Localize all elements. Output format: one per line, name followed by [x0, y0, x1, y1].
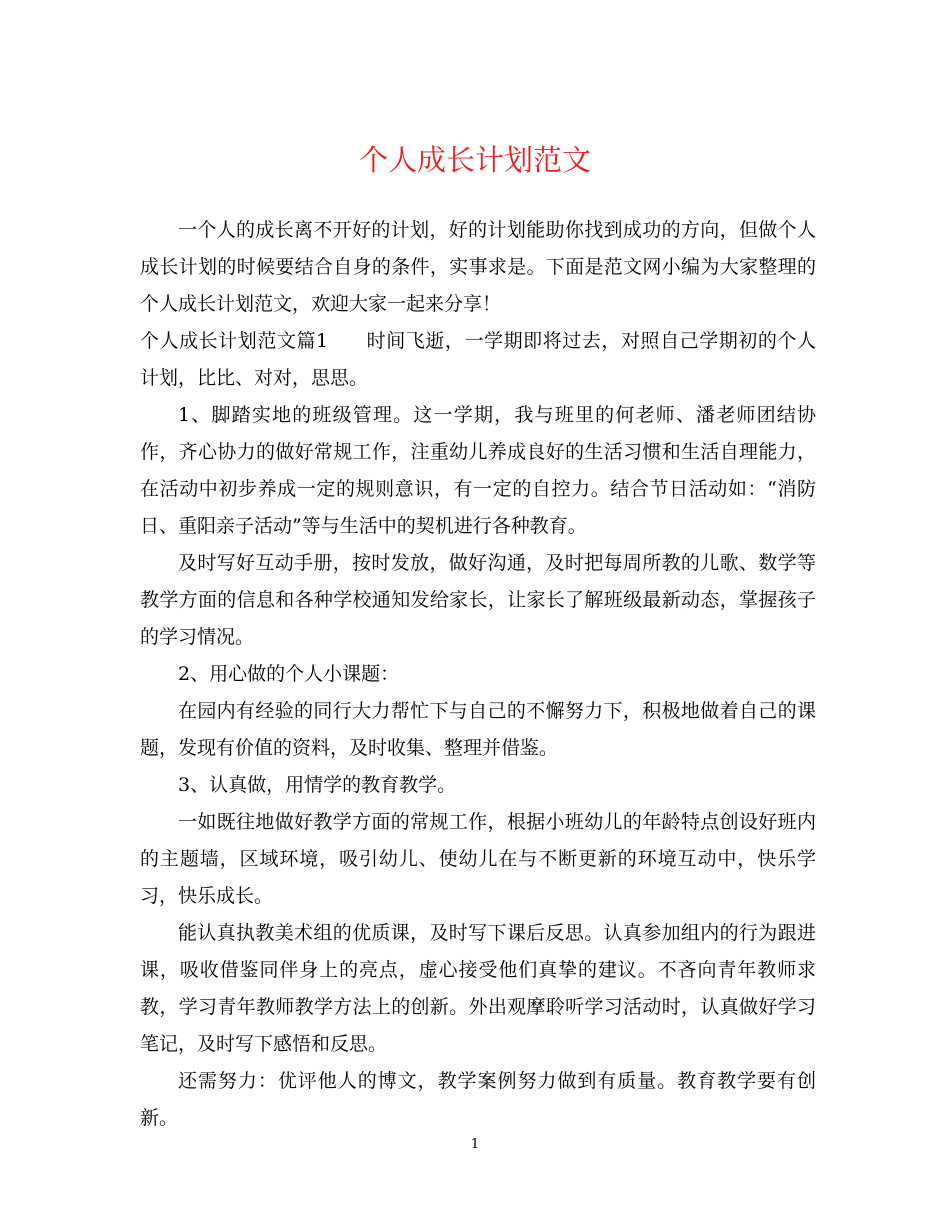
section-lead: 时间飞逝，一学期即将过去，对照自己学期初的个人计划，比比、对对，思思。: [140, 330, 816, 389]
document-body: [140, 212, 816, 1137]
paragraph-interaction-manual: 及时写好互动手册，按时发放，做好沟通，及时把每周所教的儿歌、数学等教学方面的信息和各种学校通知发给家长，让家长了解班级最新动态，掌握孩子的学习情况。: [140, 552, 816, 648]
paragraph-teaching-heading: 3、认真做，用情学的教育教学。: [178, 774, 457, 796]
page-title: 个人成长计划范文: [358, 143, 591, 177]
paragraph-teaching-routine: 一如既往地做好教学方面的常规工作，根据小班幼儿的年龄特点创设好班内的主题墙，区域环境，吸引幼儿、使幼儿在与不断更新的环境互动中，快乐学习，快乐成长。: [140, 811, 816, 907]
section-heading-line: [140, 323, 816, 397]
paragraph-subject-research: 在园内有经验的同行大力帮忙下与自己的不懈努力下，积极地做着自己的课题，发现有价值的资料，及时收集、整理并借鉴。: [140, 700, 816, 759]
section-heading: 个人成长计划范文篇1: [140, 330, 329, 352]
paragraph-improvement: 还需努力：优评他人的博文，教学案例努力做到有质量。教育教学要有创新。: [140, 1070, 816, 1129]
page-number: 1: [470, 1137, 480, 1152]
paragraph-subject-heading: 2、用心做的个人小课题：: [178, 663, 400, 685]
paragraph-class-management: 1、脚踏实地的班级管理。这一学期，我与班里的何老师、潘老师团结协作，齐心协力的做好常规工作，注重幼儿养成良好的生活习惯和生活自理能力，在活动中初步养成一定的规则意识，有一定的自控力。结合节日活动如：“消防日、重阳亲子活动”等与生活中的契机进行各种教育。: [140, 404, 816, 537]
intro-paragraph: 一个人的成长离不开好的计划，好的计划能助你找到成功的方向，但做个人成长计划的时候要结合自身的条件，实事求是。下面是范文网小编为大家整理的个人成长计划范文，欢迎大家一起来分享！: [140, 219, 816, 315]
paragraph-teaching-practice: 能认真执教美术组的优质课，及时写下课后反思。认真参加组内的行为跟进课，吸收借鉴同伴身上的亮点，虚心接受他们真挚的建议。不吝向青年教师求教，学习青年教师教学方法上的创新。外出观摩聆听学习活动时，认真做好学习笔记，及时写下感悟和反思。: [140, 922, 816, 1055]
